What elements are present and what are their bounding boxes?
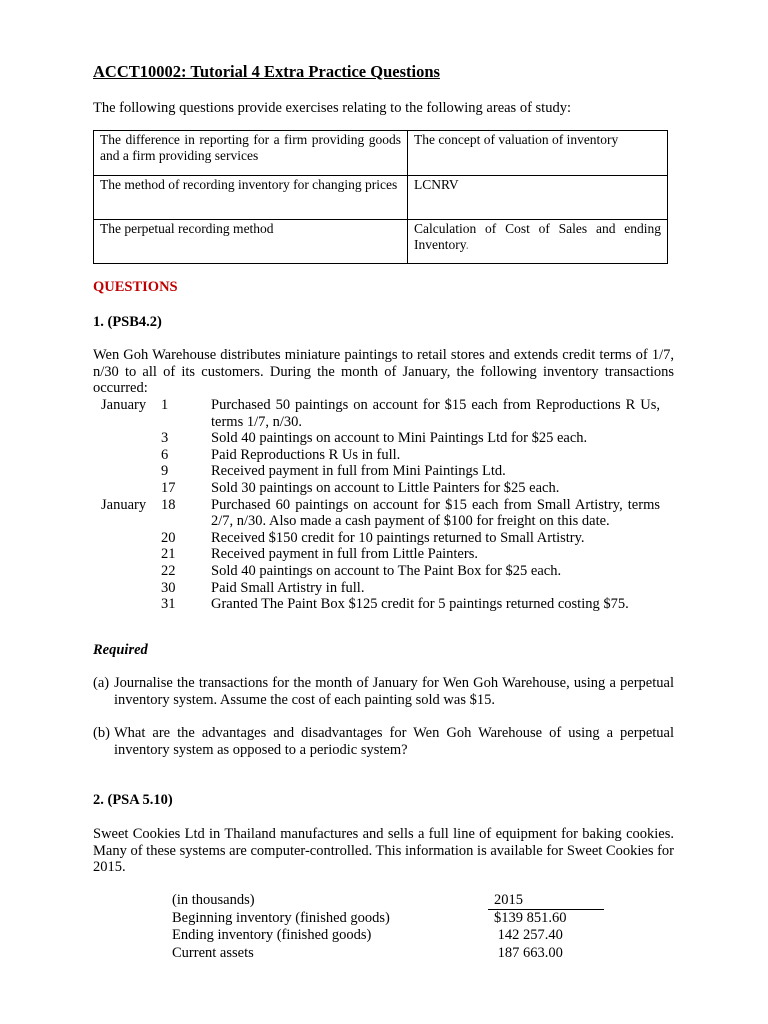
- table-header-row: [172, 892, 604, 910]
- transaction-month: [93, 546, 161, 563]
- table-cell: [408, 220, 668, 264]
- transaction-month: [93, 430, 161, 447]
- transaction-description: Paid Small Artistry in full.: [211, 579, 365, 596]
- transaction-row: [93, 463, 674, 480]
- table-cell: The concept of valuation of inventory: [408, 131, 668, 176]
- transaction-description: Purchased 60 paintings on account for $15 each from Small Artistry, terms 2/7, n/30. Also made a cash payment of $100 for freight on this date.: [211, 496, 660, 530]
- transaction-description: Received $150 credit for 10 paintings returned to Small Artistry.: [211, 529, 585, 546]
- transaction-row: [93, 447, 674, 464]
- study-areas-table: [93, 130, 668, 264]
- transaction-description: Received payment in full from Little Painters.: [211, 546, 478, 563]
- transaction-day: 1: [161, 397, 169, 413]
- transaction-day: 31: [161, 596, 176, 613]
- transaction-day: 21: [161, 546, 176, 563]
- row-value: 187 663.00: [494, 944, 563, 961]
- table-cell: The perpetual recording method: [94, 220, 408, 264]
- transaction-description: Sold 30 paintings on account to Little Painters for $25 each.: [211, 479, 560, 496]
- row-label: Ending inventory (finished goods): [172, 927, 372, 944]
- transaction-day: 17: [161, 479, 176, 496]
- question-1-heading: 1. (PSB4.2): [93, 314, 162, 330]
- table-cell-text: Calculation of Cost of Sales and ending Inventory: [414, 221, 661, 252]
- table-header-year: 2015: [488, 892, 604, 910]
- transaction-row: [93, 480, 674, 497]
- transaction-day: 20: [161, 529, 176, 546]
- transaction-day: 30: [161, 579, 176, 596]
- table-row: [94, 176, 668, 220]
- transaction-description: Granted The Paint Box $125 credit for 5 paintings returned costing $75.: [211, 596, 629, 613]
- financial-rows: [172, 910, 604, 962]
- table-cell: The difference in reporting for a firm providing goods and a firm providing services: [94, 131, 408, 176]
- table-row: [94, 131, 668, 176]
- questions-heading: QUESTIONS: [93, 279, 178, 295]
- row-value: $139 851.60: [494, 910, 567, 927]
- transaction-day: 3: [161, 430, 169, 447]
- transaction-row: [93, 580, 674, 597]
- intro-text: The following questions provide exercises relating to the following areas of study:: [93, 100, 571, 116]
- table-cell: LCNRV: [408, 176, 668, 220]
- transaction-row: [93, 397, 674, 430]
- transaction-description: Paid Reproductions R Us in full.: [211, 446, 401, 463]
- transaction-day: 9: [161, 463, 169, 480]
- question-part: [93, 675, 674, 708]
- question-2-heading: 2. (PSA 5.10): [93, 792, 173, 808]
- transaction-day: 22: [161, 562, 176, 579]
- part-label: (b): [93, 725, 110, 741]
- transaction-month: [93, 580, 161, 597]
- question-2-intro: Sweet Cookies Ltd in Thailand manufactures and sells a full line of equipment for baking cookies. Many of these systems are computer-controlled. This information is available for Sweet Cookies for 2015.: [93, 826, 674, 876]
- transaction-month: January: [101, 496, 147, 513]
- transaction-month: [93, 563, 161, 580]
- table-header-label: (in thousands): [172, 892, 255, 908]
- table-row: [94, 220, 668, 264]
- row-value: 142 257.40: [494, 927, 563, 944]
- transaction-description: Sold 40 paintings on account to The Paint Box for $25 each.: [211, 562, 562, 579]
- transaction-month: [93, 530, 161, 547]
- table-row: [172, 945, 604, 962]
- document-title: ACCT10002: Tutorial 4 Extra Practice Questions: [93, 62, 440, 81]
- transaction-list: [93, 397, 674, 613]
- part-text: Journalise the transactions for the month of January for Wen Goh Warehouse, using a perpetual inventory system. Assume the cost of each painting sold was $15.: [114, 675, 674, 708]
- row-label: Current assets: [172, 944, 254, 961]
- transaction-row: [93, 430, 674, 447]
- transaction-day: 18: [161, 496, 176, 513]
- financial-table: [172, 892, 604, 962]
- part-text: What are the advantages and disadvantages for Wen Goh Warehouse of using a perpetual inventory system as opposed to a periodic system?: [114, 725, 674, 758]
- required-label: Required: [93, 642, 148, 658]
- part-label: (a): [93, 675, 110, 691]
- question-part: [93, 725, 674, 758]
- question-1-intro: Wen Goh Warehouse distributes miniature paintings to retail stores and extends credit terms of 1/7, n/30 to all of its customers. During the month of January, the following inventory transactions occurred:: [93, 347, 674, 397]
- trailing-dot: .: [465, 237, 469, 252]
- transaction-row: [93, 530, 674, 547]
- transaction-month: [93, 480, 161, 497]
- transaction-description: Purchased 50 paintings on account for $15 each from Reproductions R Us, terms 1/7, n/30.: [211, 397, 660, 430]
- transaction-month: [93, 596, 161, 613]
- transaction-month: [93, 463, 161, 480]
- transaction-row: [93, 596, 674, 613]
- transaction-description: Sold 40 paintings on account to Mini Paintings Ltd for $25 each.: [211, 430, 588, 447]
- table-cell: The method of recording inventory for changing prices: [94, 176, 408, 220]
- transaction-description: Received payment in full from Mini Paintings Ltd.: [211, 463, 506, 480]
- transaction-row: [93, 563, 674, 580]
- row-label: Beginning inventory (finished goods): [172, 910, 390, 927]
- transaction-day: 6: [161, 446, 169, 463]
- table-row: [172, 927, 604, 944]
- transaction-row: [93, 497, 674, 530]
- transaction-month: [93, 447, 161, 464]
- table-row: [172, 910, 604, 927]
- transaction-month: January: [101, 397, 147, 413]
- transaction-row: [93, 546, 674, 563]
